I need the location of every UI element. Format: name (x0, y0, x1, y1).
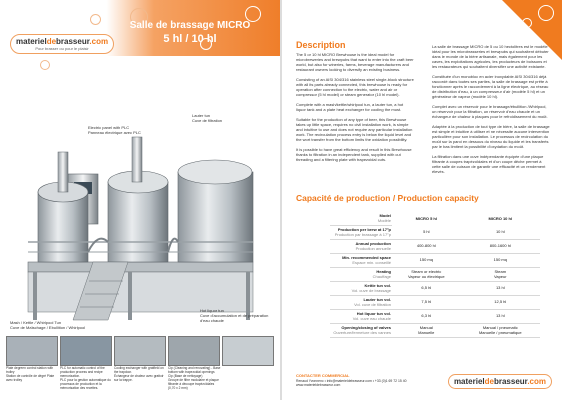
table-cell: Steam or electric Vapeur ou électrique (392, 268, 461, 282)
table-row (330, 324, 540, 338)
paragraph: La filtration dans une cuve indépendante équipée d'une plaque filtrante à coupes trapézoïdales et d'un coupe dêche permet à cette salle de cuisson de garantir une efficacité et un rendement élevés. (432, 154, 546, 174)
paragraph: Suitable for the production of any type of beer, this Brewhouse takes up little space, requires no civil installation work, is simple and intuitive to use and does not require any particular installation work. The recirculation process entry is below the liquid level and the wort transfer from the bottom limits the oxidation possibility. (296, 117, 413, 142)
brand-logo: materieldebrasseur.com Pour brasser ou pour le plaisir (10, 34, 114, 54)
paragraph: Adaptée à la production de tout type de bière, la salle de brassage est simple et intuitive à utiliser et ne nécessite aucune intervention particulière pour son installation. Le processus de recirculation du moût sur la paroi en dessous du niveau du liquide et les transferts par le bas limitent la possibilité d'oxydation du moût. (432, 124, 550, 149)
title-line-1: Salle de brassage MICRO (129, 20, 251, 31)
page-title (120, 20, 260, 45)
table-cell: 13 hl (461, 310, 540, 324)
table-cell: Manual / pneumatic Manuelle / pneumatique (461, 324, 540, 338)
table-row (330, 240, 540, 254)
table-cell: 400-800 hl (392, 240, 461, 254)
brochure-page-left (0, 0, 280, 400)
table-row (330, 296, 540, 310)
description-french (432, 44, 550, 179)
table-cell: Lauter tun vol. Vol. cuve de filtration (330, 296, 392, 310)
label-electric-panel: Electric panel with PLC Panneau électrique avec PLC (88, 125, 141, 135)
table-cell: Manual Manuelle (392, 324, 461, 338)
table-row (330, 268, 540, 282)
table-cell: Model Modèle (330, 212, 392, 226)
brochure-page-right (282, 0, 562, 400)
description-heading: Description (296, 40, 346, 50)
table-cell: 150 mq (392, 254, 461, 268)
contact-line: Renaud Yvonnenc • info@materieldebrasseur.com • +33 (0)1 69 72 15 40 (296, 378, 407, 383)
brewhouse-illustration (8, 112, 273, 327)
thumbnail-control-station (6, 336, 58, 366)
capacity-heading: Capacité de production / Production capacity (296, 193, 479, 203)
table-cell: 13 hl (461, 282, 540, 296)
table-cell: Hot liquor tun vol. Vol. cuve eau chaude (330, 310, 392, 324)
paragraph: Consisting of an AISI 304/316 stainless steel single-block structure with all its parts already connected, this brewhouse is ready for operation after connection to the electric, water and air or compressor (5 hl model) or steam generator (10 hl model). (296, 77, 414, 97)
bubble-decoration (90, 14, 101, 25)
table-cell: Steam Vapeur (461, 268, 540, 282)
table-row (330, 226, 540, 240)
table-cell: 6,5 hl (392, 282, 461, 296)
contact-block (296, 374, 406, 388)
brand-logo-footer: materieldebrasseur.com (448, 374, 552, 389)
paragraph: La salle de brassage MICRO de 5 ou 10 hectolitres est le modèle idéal pour les microbrasseries et brewpubs qui souhaitent débuter dans le monde de la bière artisanale, mais également pour les caves, les exploitations agricoles, les producteurs de boissons et les restaurateurs qui souhaitent diversifier une activité existante. (432, 44, 549, 69)
description-english (296, 52, 414, 167)
thumbnail-caption: Cooling exchanger with gratfield on the trapdoor. Échangeur de chaleur avec grattoir sur la trappe. (114, 366, 164, 382)
thumbnail-cip (168, 336, 220, 366)
table-cell: 12,5 hl (461, 296, 540, 310)
label-mash-tun: Mash / Kettle / Whirlpool Tun Cuve de Maïschage / Ebullition / Whirlpool (10, 320, 86, 330)
thumbnail-caption: Cip (Cleaning and renovating) - Base bottom with trapezoidal openings Cip (Base de nettoyage) Groupe de filtre modulaire et plaque filtrante à découpe trapézoïdales (0,70 x 2 mm) (168, 366, 221, 390)
table-cell: 7,5 hl (392, 296, 461, 310)
table-cell: Heating Chauffage (330, 268, 392, 282)
table-cell: Kettle tun vol. Vol. cuve de brassage (330, 282, 392, 296)
table-cell: Annual production Production annuelle (330, 240, 392, 254)
table-row (330, 212, 540, 226)
table-cell: 800-1600 hl (461, 240, 540, 254)
table-cell: Min. recommended space Espace min. conseillé (330, 254, 392, 268)
title-line-2: 5 hl / 10 hl (163, 33, 217, 45)
paragraph: It is possible to have great efficiency and result in this Brewhouse thanks to filtration in an independent tank, supplied with cut threading and a filtering plate with trapezoidal cuts. (296, 147, 412, 162)
thumbnail-caption: Plate degreen control station with trolley Station de contrôle de dégré Plate avec trolley (6, 366, 55, 382)
label-hot-liquor-tun: Hot liquor tun Cuve d'accumulation et de préparation d'eau chaude (200, 308, 269, 323)
thumbnail-caption: PLC for automatic control of the production process and recipe memorization. PLC pour la gestion automatique du processus de production et la mémorisation des recettes. (60, 366, 111, 390)
contact-website: www.materieldebrasseur.com (296, 383, 341, 387)
column-header: MICRO 5 hl (415, 215, 437, 221)
thumbnail-filter-plate (222, 336, 274, 366)
contact-title: CONTACTER COMMERCIAL (296, 373, 350, 378)
thumbnail-cooling-exchanger (114, 336, 166, 366)
capacity-table (330, 212, 540, 338)
label-lauter-tun: Lauter tun Cuve de filtration (192, 113, 223, 123)
table-cell: Production per brew at 17°p Production par brassage à 17°p (330, 226, 392, 240)
bubble-decoration (522, 18, 532, 28)
paragraph: The 5 or 10 hl MICRO Brewhouse is the ideal model for microbreweries and brewpubs that want to enter into the craft beer world, but also for wineries, farms, beverage manufacturers and restaurant owners looking to diversify an existing business. (296, 52, 414, 72)
table-cell: 5 hl (392, 226, 461, 240)
paragraph: Complete with a mash/kettle/whirlpool tun, a lauter tun, a hot liquor tank and a plate heat exchanger for cooling the must. (296, 102, 404, 112)
bubble-decoration (40, 60, 50, 70)
table-cell: 6,3 hl (392, 310, 461, 324)
table-cell: 10 hl (461, 226, 540, 240)
bubble-decoration (538, 5, 554, 21)
paragraph: Constituée d'un monobloc en acier inoxydable AISI 304/316 déjà raccordé dans toutes ses parties, la salle de brassage est prête à fonctionner après le raccordement à la ligne électrique, au réseau de distribution d'eau, à un compresseur d'air (modèle 5 hl) et un générateur de vapeur (modèle 10 hl). (432, 74, 549, 99)
paragraph: Complet avec un réservoir pour le brassage/ébullition /Whirlpool, un réservoir pour la filtration, un réservoir d'eau chaude et un échangeur de chaleur à plaques pour le refroidissement du moût. (432, 104, 548, 119)
table-cell: Opening/closing of valves Ouverture/fermeture des vannes (330, 324, 392, 338)
detail-thumbnails (4, 336, 276, 392)
table-row (330, 254, 540, 268)
table-row (330, 310, 540, 324)
table-row (330, 282, 540, 296)
table-cell: 150 mq (461, 254, 540, 268)
thumbnail-plc (60, 336, 112, 366)
column-header: MICRO 10 hl (488, 215, 513, 221)
